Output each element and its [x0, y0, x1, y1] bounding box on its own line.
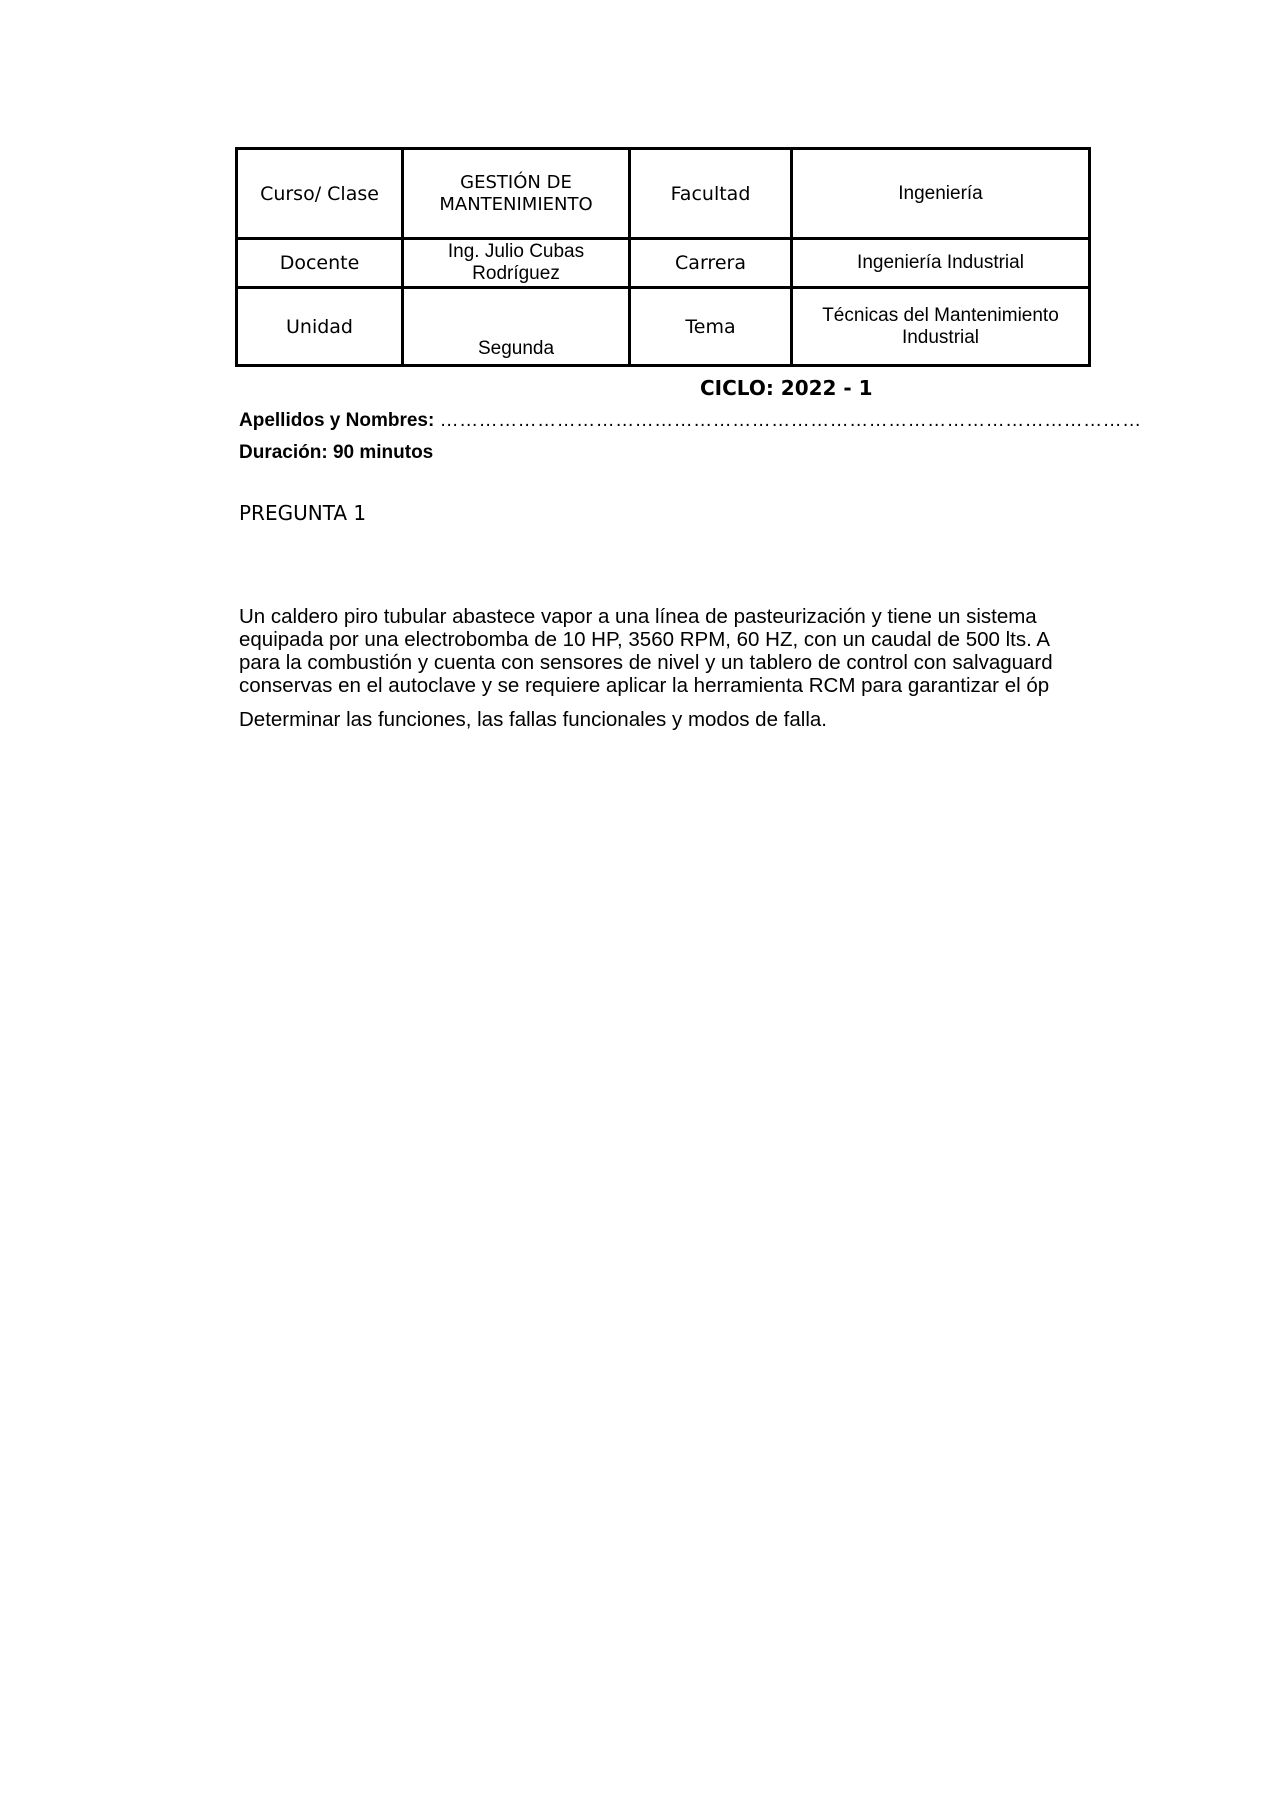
header-row-unit — [237, 288, 1090, 366]
question-body-line: para la combustión y cuenta con sensores de nivel y un tablero de control con salvaguard — [239, 651, 1053, 674]
cycle-label: CICLO: 2022 - 1 — [700, 376, 873, 400]
course-value-line1: GESTIÓN DE — [460, 171, 572, 193]
teacher-value-line2: Rodríguez — [472, 263, 560, 284]
teacher-value — [403, 239, 630, 288]
faculty-label: Facultad — [630, 149, 792, 239]
unit-value: Segunda — [403, 288, 630, 366]
teacher-value-line1: Ing. Julio Cubas — [447, 241, 585, 262]
topic-value-line2: Industrial — [901, 326, 980, 348]
topic-value-line1: Técnicas del Mantenimiento — [822, 304, 1059, 326]
header-row-course — [237, 149, 1090, 239]
duration-label: Duración: 90 minutos — [239, 442, 434, 463]
faculty-value: Ingeniería — [792, 149, 1090, 239]
question-instruction: Determinar las funciones, las fallas funcionales y modos de falla. — [239, 708, 827, 731]
header-row-teacher — [237, 239, 1090, 288]
topic-label: Tema — [630, 288, 792, 366]
question-body-line: Un caldero piro tubular abastece vapor a una línea de pasteurización y tiene un sistema — [239, 605, 1037, 628]
course-label: Curso/ Clase — [237, 149, 403, 239]
student-name-dots: ……………………………………………………………………………………………… — [439, 410, 1142, 431]
career-label: Carrera — [630, 239, 792, 288]
question-body — [239, 605, 1089, 697]
topic-value — [792, 288, 1090, 366]
student-name-line — [239, 410, 1142, 432]
question-body-line: equipada por una electrobomba de 10 HP, 3560 RPM, 60 HZ, con un caudal de 500 lts. A — [239, 628, 1051, 651]
unit-label: Unidad — [237, 288, 403, 366]
career-value: Ingeniería Industrial — [792, 239, 1090, 288]
exam-header-table — [235, 147, 1091, 367]
question-title: PREGUNTA 1 — [239, 501, 367, 525]
course-value — [403, 149, 630, 239]
teacher-label: Docente — [237, 239, 403, 288]
course-value-line2: MANTENIMIENTO — [439, 193, 593, 215]
question-body-line: conservas en el autoclave y se requiere aplicar la herramienta RCM para garantizar el óp — [239, 674, 1050, 697]
student-name-label: Apellidos y Nombres: — [239, 410, 435, 431]
